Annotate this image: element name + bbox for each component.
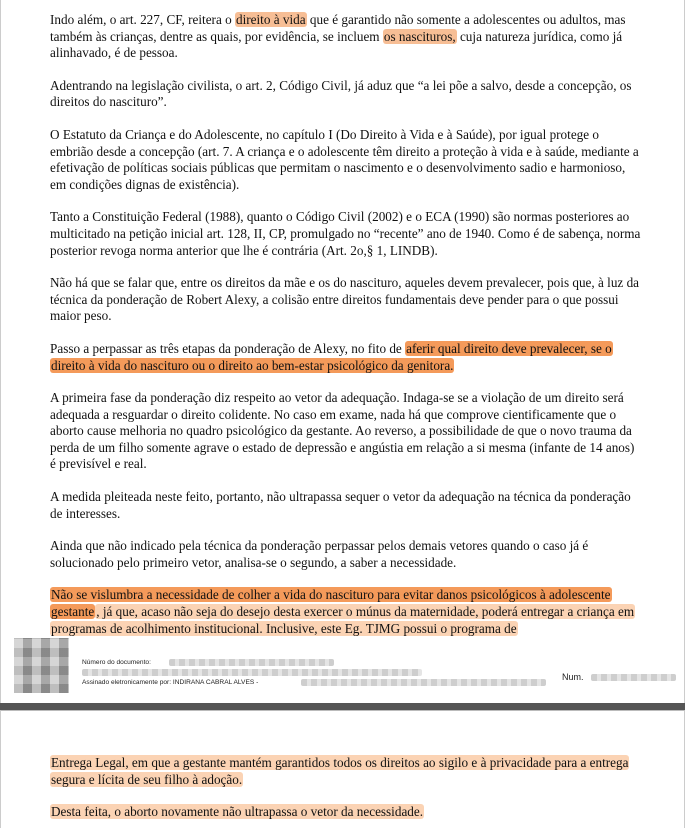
paragraph bbox=[50, 12, 642, 62]
text-run: cuja natureza jurídica, como já alinhavado, é de pessoa. bbox=[50, 28, 623, 61]
paragraph bbox=[50, 489, 642, 522]
highlighted-text: Não se vislumbra a necessidade de colher a vida do nascituro para evitar danos psicológicos à adolescente gestante bbox=[51, 587, 611, 620]
qr-code-icon bbox=[14, 638, 69, 693]
paragraph bbox=[50, 209, 642, 259]
text-run: Ainda que não indicado pela técnica da ponderação perpassar pelos demais vetores quando o caso já é solucionado pelo primeiro vetor, analisa-se o segundo, a saber a necessidade. bbox=[50, 538, 589, 570]
page-2-body bbox=[50, 755, 642, 821]
text-run: que é garantido não somente a adolescentes ou adultos, mas também às crianças, dentre as quais, por evidência, se incluem bbox=[50, 12, 626, 44]
page-1-body bbox=[50, 12, 642, 637]
page-separator bbox=[0, 703, 685, 710]
redacted-signature-date bbox=[301, 679, 546, 686]
paragraph bbox=[50, 804, 642, 821]
highlighted-text: , já que, acaso não seja do desejo desta exercer o múnus da maternidade, poderá entregar a criança em programas de acolhimento institucional. Inclusive, este Eg. TJMG possui o programa de bbox=[51, 604, 635, 636]
highlighted-text: Entrega Legal, em que a gestante mantém garantidos todos os direitos ao sigilo e à privacidade para a entrega segura e lícita de seu filho à adoção. bbox=[51, 755, 629, 787]
text-run: O Estatuto da Criança e do Adolescente, no capítulo I (Do Direito à Vida e à Saúde), por igual protege o embrião desde a concepção (art. 7. A criança e o adolescente têm direito a proteção à vida e à saúde, mediante a efetivação de políticas sociais públicas que permitam o nascimento e o desenvolvimento sadio e harmonioso, em condições dignas de existência). bbox=[50, 126, 639, 192]
highlighted-text: aferir qual direito deve prevalecer, se o direito à vida do nascituro ou o direito ao bem-estar psicológico da genitora. bbox=[51, 340, 612, 373]
redacted-line bbox=[82, 669, 422, 676]
paragraph bbox=[50, 390, 642, 473]
redacted-num bbox=[591, 674, 676, 681]
paragraph bbox=[50, 341, 642, 374]
text-run: A medida pleiteada neste feito, portanto, não ultrapassa sequer o vetor da adequação na técnica da ponderação de interesses. bbox=[50, 489, 631, 521]
signature-footer bbox=[1, 632, 685, 702]
text-run: A primeira fase da ponderação diz respeito ao vetor da adequação. Indaga-se se a violação de um direito será adequada a resguardar o direito colidente. No caso em exame, nada há que comprove cientificamente que o aborto cause melhoria no quadro psicológico da gestante. Ao reverso, a possibilidade de que o novo trauma da perda de um filho somente agrave o estado de depressão e angústia em relação a si mesma (infante de 14 anos) é previsível e real. bbox=[50, 390, 635, 472]
text-run: Indo além, o art. 227, CF, reitera o bbox=[50, 12, 235, 27]
text-run: Adentrando na legislação civilista, o art. 2, Código Civil, já aduz que “a lei põe a salvo, desde a concepção, os direitos do nascituro”. bbox=[50, 77, 632, 110]
paragraph bbox=[50, 538, 642, 571]
doc-number-label: Número do documento: bbox=[82, 659, 151, 666]
highlighted-text: os nascituros, bbox=[383, 28, 456, 44]
paragraph bbox=[50, 755, 642, 788]
paragraph bbox=[50, 127, 642, 193]
paragraph bbox=[50, 275, 642, 325]
highlighted-text: Desta feita, o aborto novamente não ultrapassa o vetor da necessidade. bbox=[51, 804, 424, 820]
text-run: Tanto a Constituição Federal (1988), quanto o Código Civil (2002) e o ECA (1990) são normas posteriores ao multicitado na petição inicial art. 128, II, CP, promulgado no “recente” ano de 1940. Como é de sabença, norma posterior revoga norma anterior que lhe é contrária (Art. 2o,§ 1, LINDB). bbox=[50, 209, 641, 258]
num-label: Num. bbox=[562, 672, 584, 682]
document-page-2 bbox=[0, 710, 685, 828]
paragraph bbox=[50, 78, 642, 111]
highlighted-text: direito à vida bbox=[236, 12, 306, 27]
text-run: Não há que se falar que, entre os direitos da mãe e os do nascituro, aqueles devem prevalecer, pois que, à luz da técnica da ponderação de Robert Alexy, a colisão entre direitos fundamentais deve pender para o que possui maior peso. bbox=[50, 275, 640, 324]
signed-by-label: Assinado eletronicamente por: INDIRANA CABRAL ALVES - bbox=[82, 679, 259, 686]
redacted-doc-number bbox=[169, 659, 334, 666]
paragraph bbox=[50, 587, 642, 637]
text-run: Passo a perpassar as três etapas da ponderação de Alexy, no fito de bbox=[50, 340, 406, 356]
